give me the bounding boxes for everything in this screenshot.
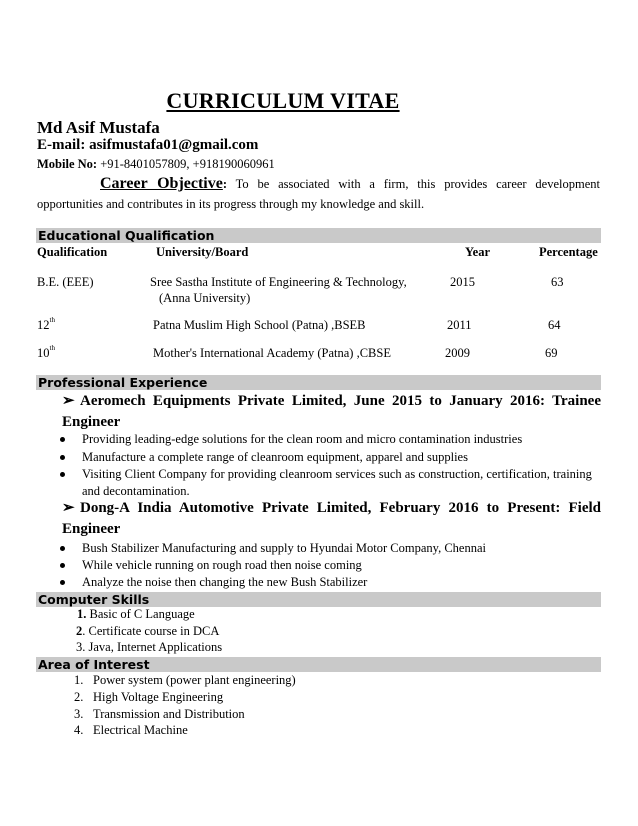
list-item-number: 1.: [77, 607, 87, 621]
bullet-icon: [60, 455, 65, 460]
list-item: [74, 707, 245, 722]
qualification-cell: [37, 346, 55, 361]
list-item-number: 3.: [74, 707, 84, 721]
board-cell: Patna Muslim High School (Patna) ,BSEB: [153, 318, 366, 332]
list-item-number: 3: [76, 640, 83, 654]
job-title-text: Aeromech Equipments Private Limited, June 2015 to January 2016: Trainee Engineer: [62, 393, 601, 430]
board-cell-line2: (Anna University): [159, 291, 251, 305]
arrow-bullet-icon: ➢: [62, 393, 75, 409]
list-item: [74, 723, 188, 738]
list-item: [60, 466, 601, 500]
list-item: [60, 449, 601, 466]
job-title: [62, 391, 601, 433]
list-item-text: . Certificate course in DCA: [82, 624, 220, 638]
list-item: [74, 690, 223, 705]
job-title: [62, 498, 601, 540]
candidate-name: Md Asif Mustafa: [37, 118, 160, 137]
bullet-icon: [60, 437, 65, 442]
list-item-text: Transmission and Distribution: [93, 707, 245, 721]
percentage-cell: 63: [551, 275, 564, 289]
mobile-value: +91-8401057809, +918190060961: [97, 157, 275, 171]
qualification-sup: th: [49, 316, 55, 324]
board-cell: Sree Sastha Institute of Engineering & Technology,: [150, 275, 407, 289]
qualification-text: 10: [37, 346, 50, 360]
list-item-text: Electrical Machine: [93, 723, 188, 737]
qualification-sup: th: [49, 344, 55, 352]
list-item: [76, 640, 222, 655]
objective-text: To be associated with a firm, this provides career development opportunities and contributes in its progress through my knowledge and skill.: [37, 177, 600, 211]
list-item-text: High Voltage Engineering: [93, 690, 224, 704]
arrow-bullet-icon: ➢: [62, 500, 75, 516]
section-education: Educational Qualification: [36, 228, 601, 243]
list-item-number: 2.: [74, 690, 84, 704]
list-item: [60, 574, 601, 591]
table-row: [0, 346, 638, 362]
bullet-icon: [60, 563, 65, 568]
objective-label: Career Objective: [100, 175, 223, 192]
list-item-text: Analyze the noise then changing the new Bush Stabilizer: [82, 575, 368, 589]
bullet-icon: [60, 546, 65, 551]
career-objective: [37, 174, 600, 214]
section-experience: Professional Experience: [36, 375, 601, 390]
section-area-of-interest: Area of Interest: [36, 657, 601, 672]
document-title: CURRICULUM VITAE: [166, 88, 400, 113]
col-percentage: Percentage: [539, 245, 598, 259]
list-item-number: 4.: [74, 723, 84, 737]
qualification-cell: [37, 275, 94, 290]
education-header-row: [0, 245, 638, 261]
job-title-text: Dong-A India Automotive Private Limited, February 2016 to Present: Field Engineer: [62, 500, 601, 537]
year-cell: 2011: [447, 318, 472, 332]
list-item-text: Manufacture a complete range of cleanroom equipment, apparel and supplies: [82, 450, 468, 464]
list-item-number: 1.: [74, 673, 84, 687]
list-item: [60, 431, 601, 448]
list-item-text: Providing leading-edge solutions for the clean room and micro contamination industries: [82, 432, 523, 446]
list-item-text: While vehicle running on rough road then noise coming: [82, 558, 362, 572]
qualification-cell: [37, 318, 55, 333]
list-item-text: Visiting Client Company for providing cleanroom services such as construction, certification, training and decontamination.: [82, 467, 592, 498]
table-row: [0, 318, 638, 334]
col-qualification: Qualification: [37, 245, 108, 259]
mobile-line: [37, 157, 275, 172]
percentage-cell: 69: [545, 346, 558, 360]
section-computer-skills: Computer Skills: [36, 592, 601, 607]
qualification-text: 12: [37, 318, 50, 332]
board-cell: Mother's International Academy (Patna) ,CBSE: [153, 346, 391, 360]
bullet-icon: [60, 472, 65, 477]
qualification-text: B.E. (EEE): [37, 275, 94, 289]
list-item: [76, 624, 219, 639]
list-item-text: Bush Stabilizer Manufacturing and supply to Hyundai Motor Company, Chennai: [82, 541, 486, 555]
list-item: [60, 557, 601, 574]
list-item-text: Power system (power plant engineering): [93, 673, 296, 687]
col-board: University/Board: [156, 245, 249, 259]
list-item: [60, 540, 601, 557]
bullet-icon: [60, 580, 65, 585]
mobile-label: Mobile No:: [37, 157, 98, 171]
list-item-text: . Java, Internet Applications: [82, 640, 223, 654]
percentage-cell: 64: [548, 318, 561, 332]
table-row: [0, 275, 638, 309]
list-item: [74, 673, 296, 688]
objective-colon: :: [222, 177, 228, 191]
col-year: Year: [465, 245, 490, 259]
list-item-text: Basic of C Language: [86, 607, 195, 621]
email-line: E-mail: asifmustafa01@gmail.com: [37, 137, 259, 153]
year-cell: 2009: [445, 346, 470, 360]
list-item: [77, 607, 195, 622]
list-item-number: 2: [76, 624, 83, 638]
year-cell: 2015: [450, 275, 475, 289]
